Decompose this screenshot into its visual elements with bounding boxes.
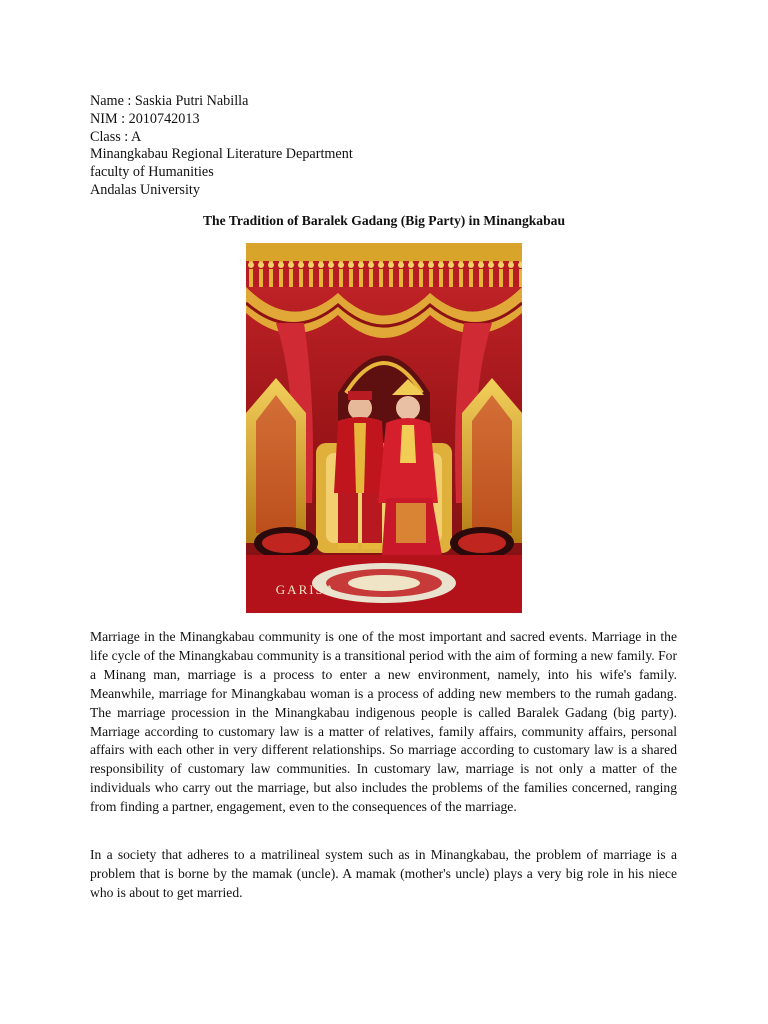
department-label: Minangkabau Regional Literature Department [90,146,353,163]
body-paragraph-1: Marriage in the Minangkabau community is one of the most important and sacred events. Marriage in the life cycle of the Minangkabau community is a transitional period with the aim of forming a new family. For a Minang man, marriage is a process to enter a new environment, namely, into his wife's family. Meanwhile, marriage for Minangkabau woman is a process of adding new members to the rumah gadang. The marriage procession in the Minangkabau indigenous people is called Baralek Gadang (big party). Marriage according to customary law is a matter of relatives, family affairs, community affairs, personal affairs with each other in very different relationships. So marriage according to customary law is a shared responsibility of customary law communities. In customary law, marriage is not only a matter of the individuals who carry out the marriage, but also includes the problems of the families concerned, ranging from finding a partner, engagement, even to the consequences of the marriage. [90,629,677,815]
author-name: Name : Saskia Putri Nabilla [90,93,249,109]
document-title: The Tradition of Baralek Gadang (Big Party) in Minangkabau [202,213,566,228]
faculty-label: faculty of Humanities [90,164,214,181]
author-info [90,93,353,200]
body-paragraph-2: In a society that adheres to a matrilineal system such as in Minangkabau, the problem of marriage is a problem that is borne by the mamak (uncle). A mamak (mother's uncle) plays a very big role in his niece who is about to get married. [90,847,677,900]
wedding-photo-illustration [246,243,522,613]
photo-watermark: GARISA [275,582,337,597]
class-label: Class : A [90,128,142,145]
university-label: Andalas University [90,181,200,198]
wedding-photo [246,243,522,613]
student-id: NIM : 2010742013 [90,110,200,127]
